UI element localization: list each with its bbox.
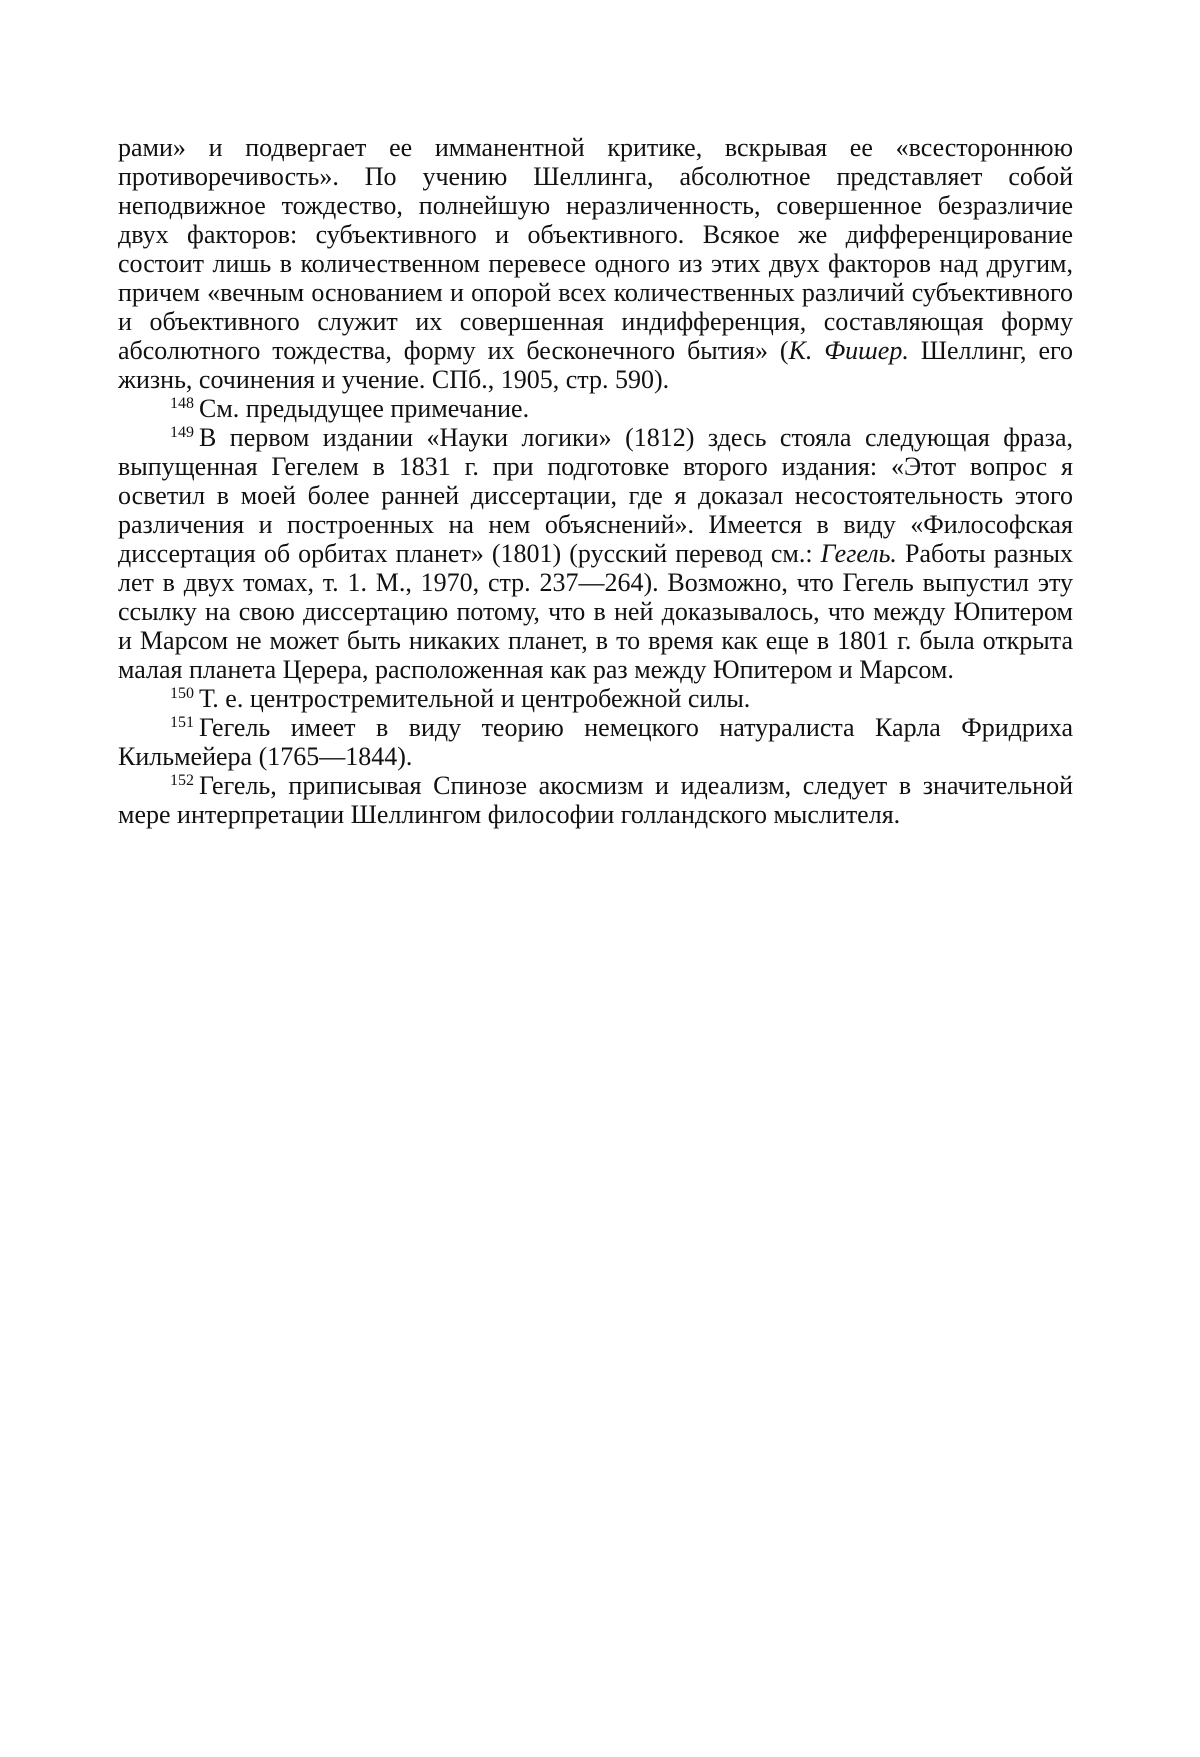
note-number: 148	[170, 395, 194, 412]
note-text-part-2: Работы разных лет в двух томах, т. 1. М., 1970, стр. 237—264). Возможно, что Гегель выпустил эту ссылку на свою диссертацию потому, что в ней доказывалось, что между Юпитером и Марсом не может быть никаких планет, в то время как еще в 1801 г. была открыта малая планета Церера, расположенная как раз между Юпитером и Марсом.	[118, 539, 1073, 684]
continued-note-text-2: Шеллинг, его жизнь, сочинения и учение. СПб., 1905, стр. 590).	[118, 336, 1074, 394]
note-author-ref: Гегель.	[820, 539, 897, 568]
note-text: Гегель имеет в виду теорию немецкого натуралиста Карла Фридриха Кильмейера (1765—1844).	[118, 713, 1073, 771]
note-151	[118, 713, 1073, 771]
note-text: Т. е. центростремительной и центробежной силы.	[199, 684, 751, 713]
note-number: 149	[170, 424, 194, 441]
note-150	[118, 684, 1073, 713]
note-number: 151	[170, 714, 194, 731]
page-body	[118, 133, 1073, 829]
note-148	[118, 394, 1073, 423]
note-text: Гегель, приписывая Спинозе акосмизм и идеализм, следует в значительной мере интерпретации Шеллингом философии голландского мыслителя.	[118, 771, 1073, 829]
continued-note-author-ref: К. Фишер.	[788, 336, 909, 365]
note-149	[118, 423, 1073, 684]
continued-note-paragraph	[118, 133, 1073, 394]
note-152	[118, 771, 1073, 829]
note-text: См. предыдущее примечание.	[199, 394, 530, 423]
continued-note-text-1: рами» и подвергает ее имманентной критике, вскрывая ее «всестороннюю противоречивость». По учению Шеллинга, абсолютное представляет собой неподвижное тождество, полнейшую неразличенность, совершенное безразличие двух факторов: субъективного и объективного. Всякое же дифференцирование состоит лишь в количественном перевесе одного из этих двух факторов над другим, причем «вечным основанием и опорой всех количественных различий субъективного и объективного служит их совершенная индифференция, составляющая форму абсолютного тождества, форму их бесконечного бытия» (	[118, 133, 1073, 365]
note-number: 150	[170, 685, 194, 702]
note-text-part-1: В первом издании «Науки логики» (1812) здесь стояла следующая фраза, выпущенная Гегелем в 1831 г. при подготовке второго издания: «Этот вопрос я осветил в моей более ранней диссертации, где я доказал несостоятельность этого различения и построенных на нем объяснений». Имеется в виду «Философская диссертация об орбитах планет» (1801) (русский перевод см.:	[118, 423, 1073, 568]
note-number: 152	[170, 772, 194, 789]
